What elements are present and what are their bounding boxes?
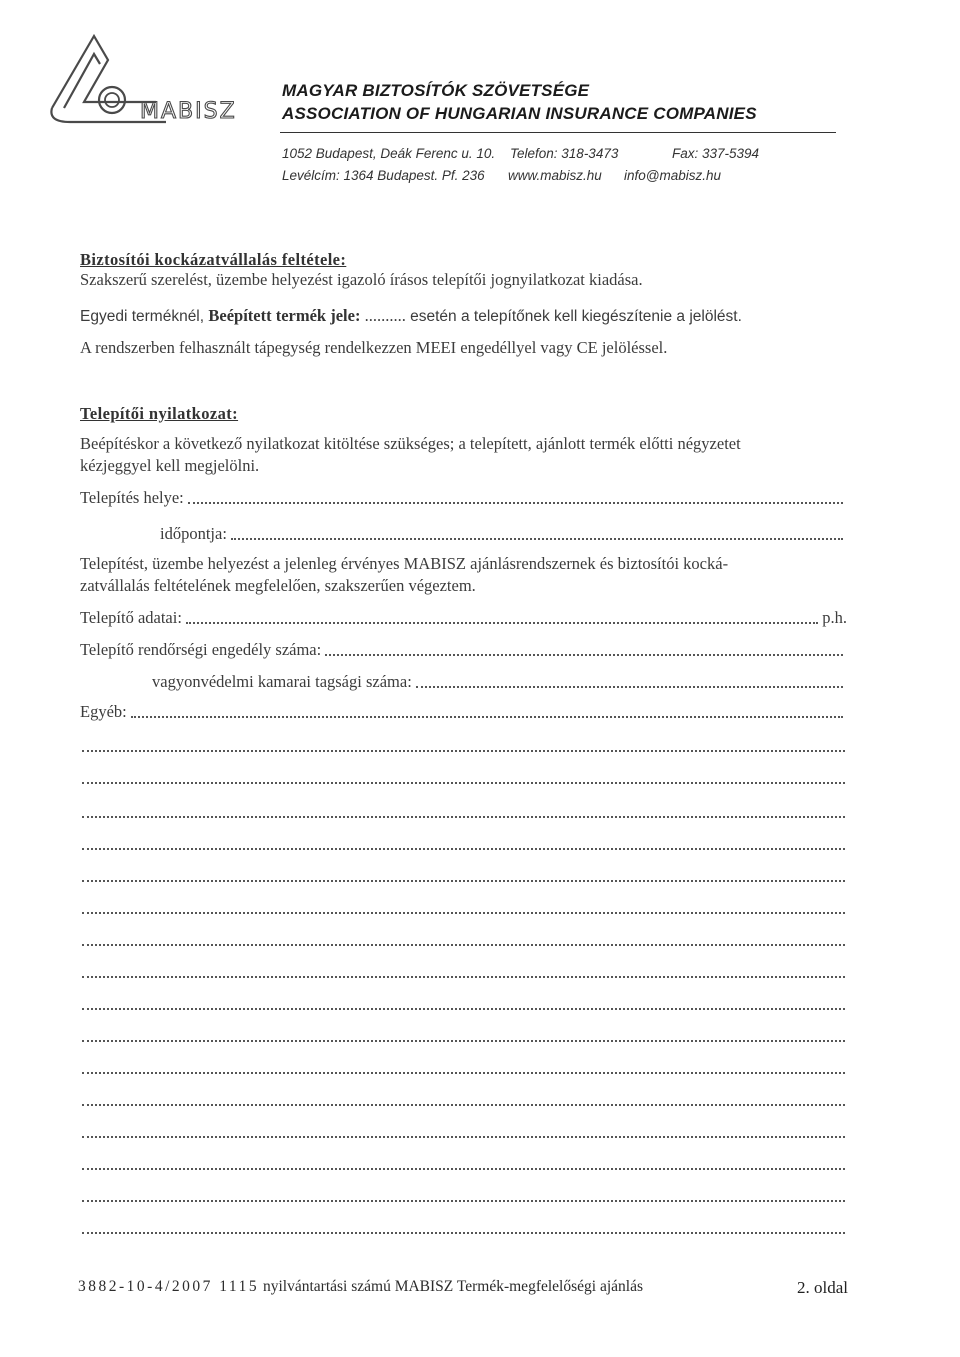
contact-row-2: [282, 168, 802, 186]
organization-names: [282, 80, 842, 126]
stamp-label: p.h.: [822, 608, 847, 627]
install-time-row: [160, 524, 847, 544]
installer-data-field[interactable]: [186, 608, 818, 624]
mabisz-logo: [44, 30, 270, 134]
blank-line[interactable]: [82, 1072, 845, 1074]
conditions-line-2-prefix: Egyedi terméknél,: [80, 308, 209, 325]
other-label: Egyéb:: [80, 702, 127, 721]
blank-line[interactable]: [82, 750, 845, 752]
page-number: 2. oldal: [797, 1278, 848, 1297]
built-in-product-mark-field[interactable]: ..........: [360, 306, 406, 325]
installer-data-row: [80, 608, 847, 628]
installer-data-label: Telepítő adatai:: [80, 608, 182, 627]
install-place-row: [80, 488, 847, 508]
chamber-row: [152, 672, 847, 692]
blank-line[interactable]: [82, 1104, 845, 1106]
blank-line[interactable]: [82, 816, 845, 818]
blank-line[interactable]: [82, 912, 845, 914]
conditions-line-1: Szakszerű szerelést, üzembe helyezést igazoló írásos telepítői jognyilatkozat kiadása.: [80, 270, 643, 289]
built-in-product-mark-label: Beépített termék jele:: [208, 306, 361, 325]
conditions-line-2-suffix: esetén a telepítőnek kell kiegészítenie a jelölést.: [405, 308, 742, 325]
blank-line[interactable]: [82, 976, 845, 978]
other-row: [80, 702, 847, 722]
blank-line[interactable]: [82, 848, 845, 850]
other-field[interactable]: [131, 702, 843, 718]
blank-line[interactable]: [82, 1200, 845, 1202]
conditions-line-2: [80, 306, 855, 327]
chamber-membership-field[interactable]: [416, 672, 843, 688]
declaration-intro-1: Beépítéskor a következő nyilatkozat kitöltése szükséges; a telepített, ajánlott termék előtti négyzetet: [80, 434, 741, 453]
contact-row-1: [282, 146, 802, 164]
police-permit-row: [80, 640, 847, 660]
statement-line-2: zatvállalás feltételének megfelelően, szakszerűen végeztem.: [80, 576, 476, 595]
page-footer: [78, 1278, 848, 1302]
install-time-field[interactable]: [231, 524, 843, 540]
blank-line[interactable]: [82, 1040, 845, 1042]
header-divider: [280, 132, 836, 133]
org-name-en: ASSOCIATION OF HUNGARIAN INSURANCE COMPANIES: [282, 104, 757, 123]
conditions-line-3: A rendszerben felhasznált tápegység rendelkezzen MEEI engedéllyel vagy CE jelöléssel.: [80, 338, 668, 357]
blank-line[interactable]: [82, 880, 845, 882]
blank-line[interactable]: [82, 1168, 845, 1170]
logo-wordmark: MABISZ: [140, 99, 237, 124]
blank-line[interactable]: [82, 1136, 845, 1138]
org-name-hu: MAGYAR BIZTOSÍTÓK SZÖVETSÉGE: [282, 81, 590, 100]
chamber-membership-label: vagyonvédelmi kamarai tagsági száma:: [152, 672, 412, 691]
blank-line[interactable]: [82, 782, 845, 784]
declaration-heading: Telepítői nyilatkozat:: [80, 404, 239, 423]
install-place-label: Telepítés helye:: [80, 488, 184, 507]
blank-line[interactable]: [82, 1232, 845, 1234]
address: 1052 Budapest, Deák Ferenc u. 10.: [282, 146, 496, 161]
blank-line[interactable]: [82, 944, 845, 946]
document-title: nyilvántartási számú MABISZ Termék-megfelelőségi ajánlás: [262, 1278, 643, 1295]
install-place-field[interactable]: [188, 488, 843, 504]
declaration-intro-2: kézjeggyel kell megjelölni.: [80, 456, 260, 475]
blank-line[interactable]: [82, 1008, 845, 1010]
police-permit-label: Telepítő rendőrségi engedély száma:: [80, 640, 322, 659]
conditions-heading: Biztosítói kockázatvállalás feltétele:: [80, 250, 347, 269]
document-id: 3882-10-4/2007 1115: [78, 1278, 260, 1295]
install-time-label: időpontja:: [160, 524, 227, 543]
phone: Telefon: 318-3473: [510, 146, 619, 161]
statement-line-1: Telepítést, üzembe helyezést a jelenleg érvényes MABISZ ajánlásrendszernek és biztosítói kocká-: [80, 554, 729, 573]
email-link[interactable]: info@mabisz.hu: [624, 168, 721, 183]
postal-address: Levélcím: 1364 Budapest. Pf. 236: [282, 168, 485, 183]
website-link[interactable]: www.mabisz.hu: [508, 168, 602, 183]
police-permit-field[interactable]: [325, 640, 843, 656]
fax: Fax: 337-5394: [672, 146, 760, 161]
